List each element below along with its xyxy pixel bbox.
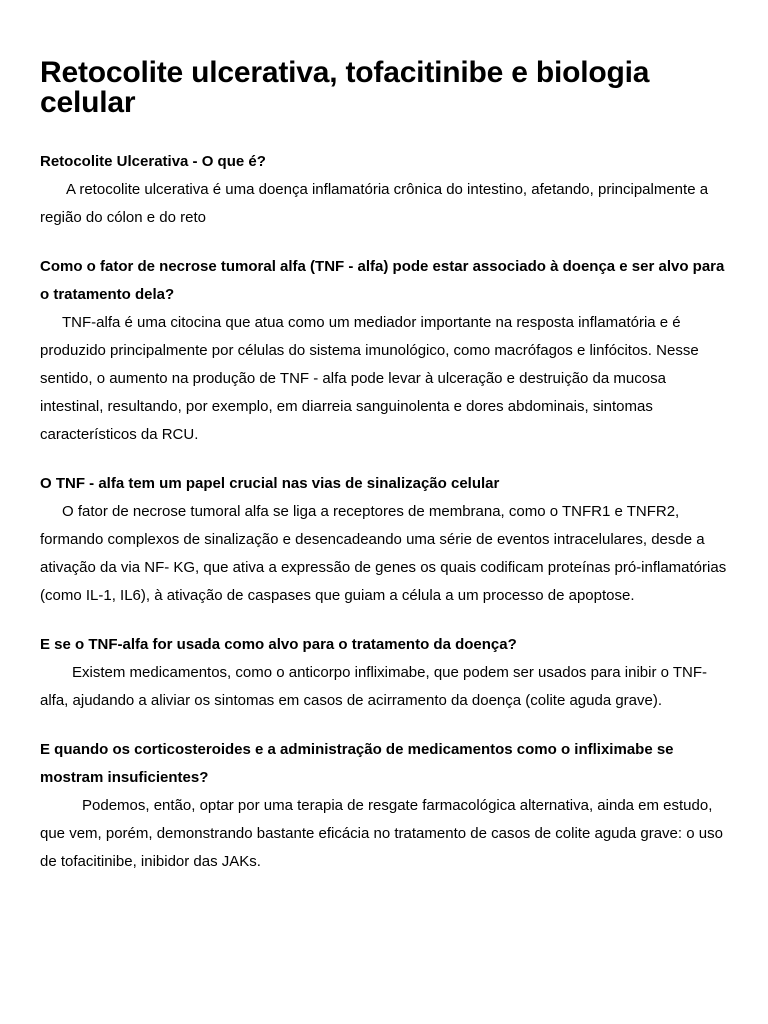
section-body: A retocolite ulcerativa é uma doença inflamatória crônica do intestino, afetando, principalmente a região do cólon e do reto [40,181,709,226]
section-body: Podemos, então, optar por uma terapia de resgate farmacológica alternativa, ainda em estudo, que vem, porém, demonstrando bastante eficácia no tratamento de casos de colite aguda grave: o uso de tofacitinibe, inibidor das JAKs. [40,797,723,870]
section-heading: Retocolite Ulcerativa - O que é? [40,153,266,170]
section-heading: O TNF - alfa tem um papel crucial nas vias de sinalização celular [40,475,500,492]
document-title: Retocolite ulcerativa, tofacitinibe e biologia celular [40,56,650,119]
section-tnf-signaling [40,470,728,610]
section-heading: Como o fator de necrose tumoral alfa (TNF - alfa) pode estar associado à doença e ser alvo para o tratamento dela? [40,258,725,303]
section-rescue-therapy [40,736,728,876]
section-tnf-association [40,253,728,449]
section-body: Existem medicamentos, como o anticorpo infliximabe, que podem ser usados para inibir o TNF-alfa, ajudando a aliviar os sintomas em casos de acirramento da doença (colite aguda grave). [40,664,708,709]
section-heading: E quando os corticosteroides e a administração de medicamentos como o infliximabe se mostram insuficientes? [40,741,674,786]
section-heading: E se o TNF-alfa for usada como alvo para o tratamento da doença? [40,636,517,653]
section-tnf-target [40,631,728,715]
section-body: O fator de necrose tumoral alfa se liga a receptores de membrana, como o TNFR1 e TNFR2, formando complexos de sinalização e desencadeando uma série de eventos intracelulares, desde a ativação da via NF- KG, que ativa a expressão de genes os quais codificam proteínas pró-inflamatórias (como IL-1, IL6), à ativação de caspases que guiam a célula a um processo de apoptose. [40,503,727,604]
section-what-is-uc [40,148,728,232]
section-body: TNF-alfa é uma citocina que atua como um mediador importante na resposta inflamatória e é produzido principalmente por células do sistema imunológico, como macrófagos e linfócitos. Nesse sentido, o aumento na produção de TNF - alfa pode levar à ulceração e destruição da mucosa intestinal, resultando, por exemplo, em diarreia sanguinolenta e dores abdominais, sintomas característicos da RCU. [40,314,699,443]
